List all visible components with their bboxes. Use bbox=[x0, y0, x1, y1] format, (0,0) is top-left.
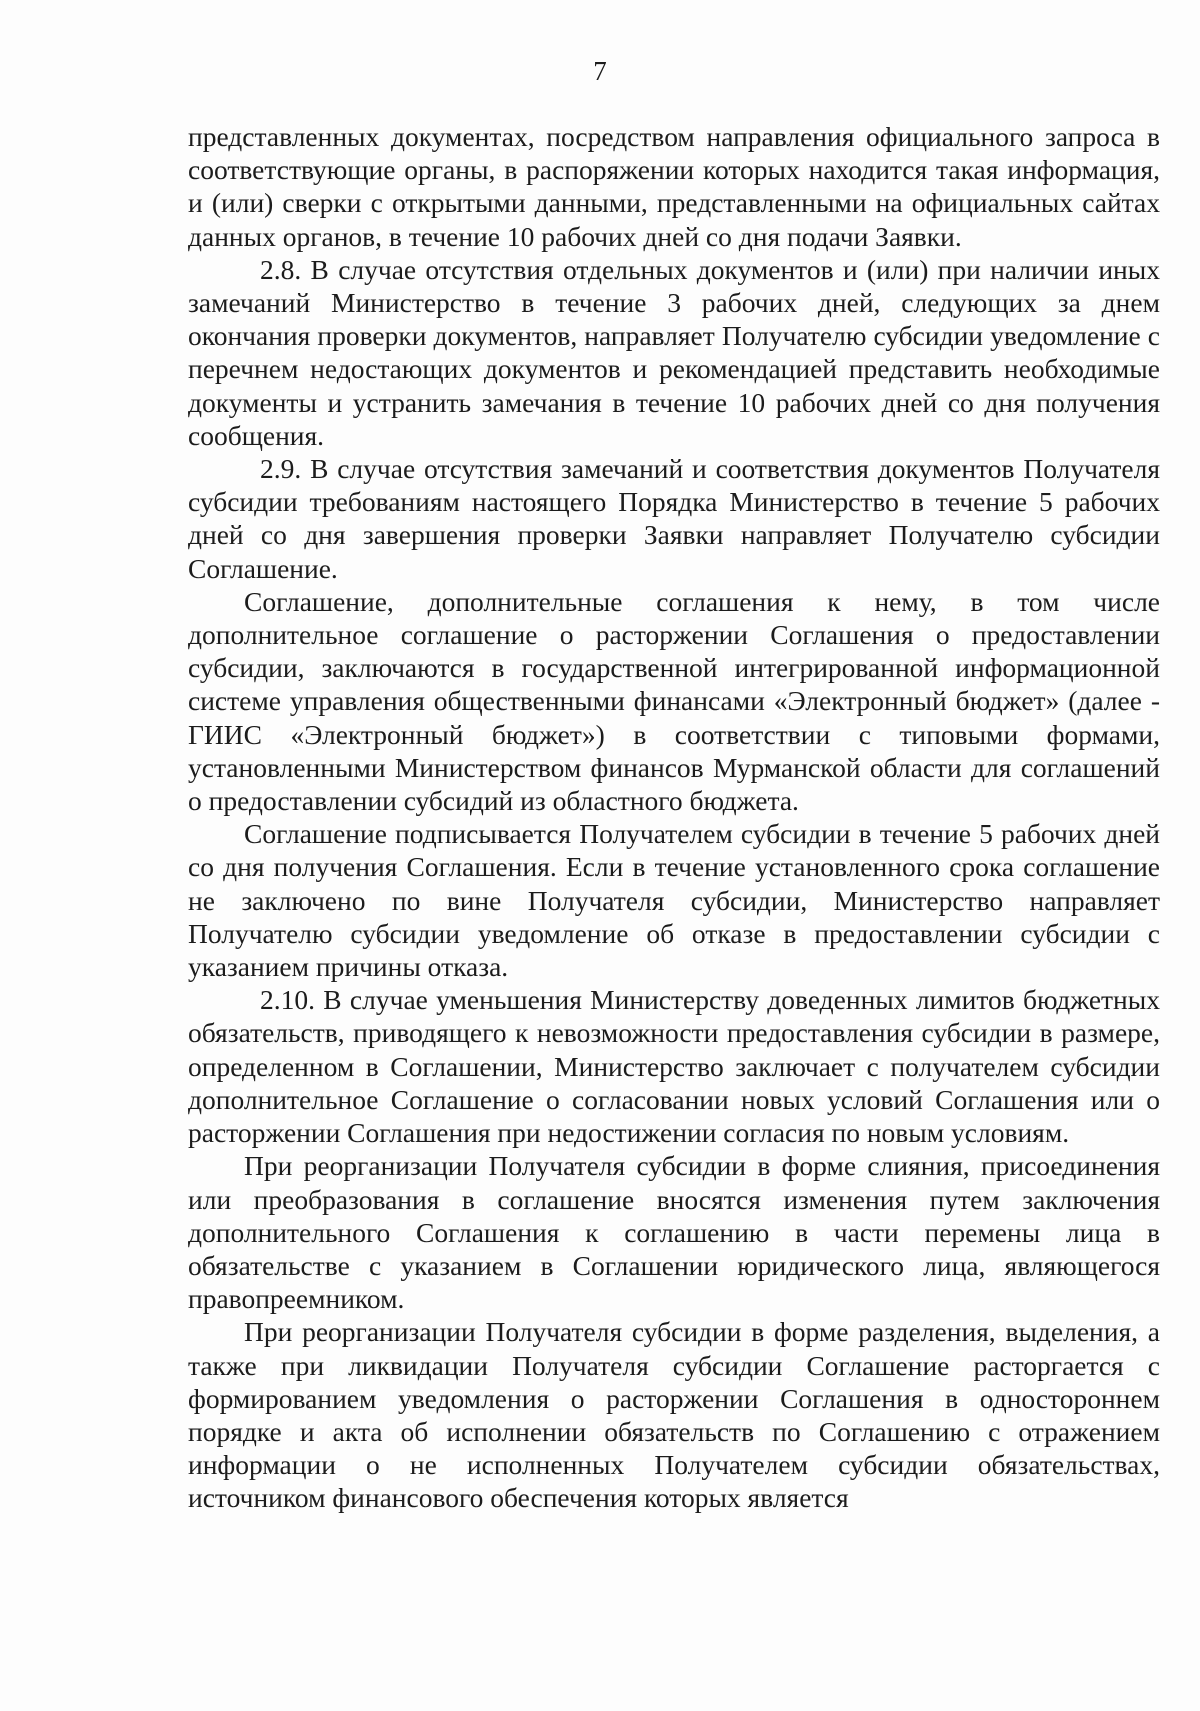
paragraph-reorganization-division: При реорганизации Получателя субсидии в форме разделения, выделения, а также при ликвидации Получателя субсидии Соглашение расторгается с формированием уведомления о расторжении Соглашения в одностороннем порядке и акта об исполнении обязательств по Соглашению с отражением информации о не исполненных Получателем субсидии обязательствах, источником финансового обеспечения которых является bbox=[188, 1316, 1160, 1514]
paragraph-agreement-signing: Соглашение подписывается Получателем субсидии в течение 5 рабочих дней со дня получения Соглашения. Если в течение установленного срока соглашение не заключено по вине Получателя субсидии, Министерство направляет Получателю субсидии уведомление об отказе в предоставлении субсидии с указанием причины отказа. bbox=[188, 818, 1160, 983]
document-body bbox=[188, 120, 1160, 1515]
paragraph-2-8: 2.8. В случае отсутствия отдельных документов и (или) при наличии иных замечаний Министерство в течение 3 рабочих дней, следующих за днем окончания проверки документов, направляет Получателю субсидии уведомление с перечнем недостающих документов и рекомендацией представить необходимые документы и устранить замечания в течение 10 рабочих дней со дня получения сообщения. bbox=[188, 253, 1160, 451]
paragraph-2-10: 2.10. В случае уменьшения Министерству доведенных лимитов бюджетных обязательств, приводящего к невозможности предоставления субсидии в размере, определенном в Соглашении, Министерство заключает с получателем субсидии дополнительное Соглашение о согласовании новых условий Соглашения или о расторжении Соглашения при недостижении согласия по новым условиям. bbox=[188, 984, 1160, 1149]
paragraph-reorganization-merger: При реорганизации Получателя субсидии в форме слияния, присоединения или преобразования в соглашение вносятся изменения путем заключения дополнительного Соглашения к соглашению в части перемены лица в обязательстве с указанием в Соглашении юридического лица, являющегося правопреемником. bbox=[188, 1150, 1160, 1315]
paragraph-continuation: представленных документах, посредством направления официального запроса в соответствующие органы, в распоряжении которых находится такая информация, и (или) сверки с открытыми данными, представленными на официальных сайтах данных органов, в течение 10 рабочих дней со дня подачи Заявки. bbox=[188, 121, 1160, 252]
paragraph-2-9: 2.9. В случае отсутствия замечаний и соответствия документов Получателя субсидии требованиям настоящего Порядка Министерство в течение 5 рабочих дней со дня завершения проверки Заявки направляет Получателю субсидии Соглашение. bbox=[188, 453, 1160, 584]
page-number: 7 bbox=[593, 56, 607, 86]
paragraph-agreement-system: Соглашение, дополнительные соглашения к нему, в том числе дополнительное соглашение о расторжении Соглашения о предоставлении субсидии, заключаются в государственной интегрированной информационной системе управления общественными финансами «Электронный бюджет» (далее - ГИИС «Электронный бюджет») в соответствии с типовыми формами, установленными Министерством финансов Мурманской области для соглашений о предоставлении субсидий из областного бюджета. bbox=[188, 585, 1160, 817]
